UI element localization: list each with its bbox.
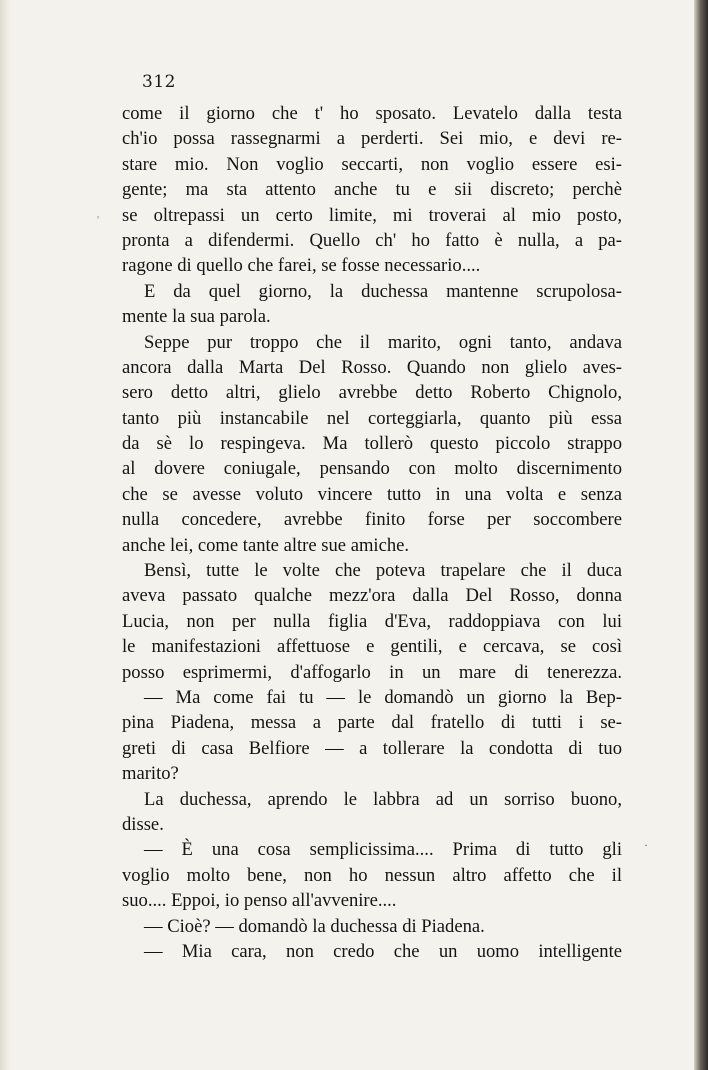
text-line: pronta a difendermi. Quello ch' ho fatto è nulla, a pa- bbox=[122, 229, 622, 251]
text-line: anche lei, come tante altre sue amiche. bbox=[122, 534, 410, 556]
text-line: greti di casa Belfiore — a tollerare la condotta di tuo bbox=[122, 737, 622, 759]
text-line: al dovere coniugale, pensando con molto discernimento bbox=[122, 458, 622, 480]
text-line: suo.... Eppoi, io penso all'avvenire.... bbox=[122, 890, 397, 912]
text-line: voglio molto bene, non ho nessun altro affetto che il bbox=[122, 864, 622, 886]
text-line: sero detto altri, glielo avrebbe detto Roberto Chignolo, bbox=[122, 382, 622, 404]
text-line: nulla concedere, avrebbe finito forse per soccombere bbox=[122, 509, 622, 531]
text-line: se oltrepassi un certo limite, mi troverai al mio posto, bbox=[122, 204, 622, 226]
text-line: — Mia cara, non credo che un uomo intelligente bbox=[144, 940, 622, 962]
text-line: mente la sua parola. bbox=[122, 306, 271, 328]
text-line: da sè lo respingeva. Ma tollerò questo piccolo strappo bbox=[122, 433, 622, 455]
body-text bbox=[122, 101, 622, 964]
page-number: 312 bbox=[142, 72, 176, 92]
text-line: tanto più instancabile nel corteggiarla, quanto più essa bbox=[122, 407, 622, 429]
text-line: pina Piadena, messa a parte dal fratello di tutti i se- bbox=[122, 712, 622, 734]
text-line: posso esprimermi, d'affogarlo in un mare di tenerezza. bbox=[122, 661, 622, 683]
text-line: che se avesse voluto vincere tutto in una volta e senza bbox=[122, 483, 622, 505]
text-line: ch'io possa rassegnarmi a perderti. Sei mio, e devi re- bbox=[122, 128, 622, 150]
text-line: ragone di quello che farei, se fosse necessario.... bbox=[122, 255, 481, 277]
text-line: Lucia, non per nulla figlia d'Eva, raddoppiava con lui bbox=[122, 610, 622, 632]
margin-speck: · bbox=[644, 838, 648, 852]
text-line: La duchessa, aprendo le labbra ad un sorriso buono, bbox=[144, 788, 622, 810]
text-line: disse. bbox=[122, 813, 164, 835]
text-line: ancora dalla Marta Del Rosso. Quando non glielo aves- bbox=[122, 356, 622, 378]
margin-speck: ˒ bbox=[96, 208, 100, 222]
page-left-shadow bbox=[0, 0, 10, 1070]
text-line: come il giorno che t' ho sposato. Levatelo dalla testa bbox=[122, 103, 622, 124]
text-line: — Cioè? — domandò la duchessa di Piadena. bbox=[144, 915, 485, 937]
text-line: — Ma come fai tu — le domandò un giorno la Bep- bbox=[144, 686, 622, 708]
text-line: Seppe pur troppo che il marito, ogni tanto, andava bbox=[144, 331, 622, 353]
text-line: Bensì, tutte le volte che poteva trapelare che il duca bbox=[144, 560, 622, 582]
binding-edge bbox=[694, 0, 708, 1070]
text-line: le manifestazioni affettuose e gentili, e cercava, se così bbox=[122, 636, 622, 658]
text-line: gente; ma sta attento anche tu e sii discreto; perchè bbox=[122, 179, 622, 201]
text-line: E da quel giorno, la duchessa mantenne scrupolosa- bbox=[144, 280, 622, 302]
text-line: aveva passato qualche mezz'ora dalla Del Rosso, donna bbox=[122, 585, 622, 607]
text-line: stare mio. Non voglio seccarti, non voglio essere esi- bbox=[122, 153, 622, 175]
text-line: — È una cosa semplicissima.... Prima di tutto gli bbox=[144, 839, 622, 861]
text-line: marito? bbox=[122, 763, 179, 785]
